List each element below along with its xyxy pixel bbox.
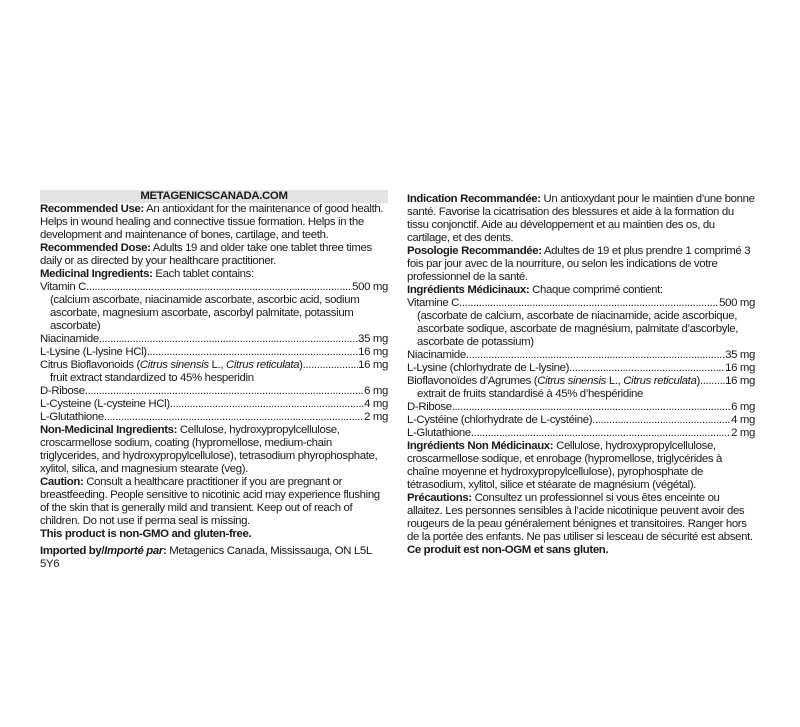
latin-name: Citrus sinensis bbox=[537, 375, 607, 387]
ingredient-amount: 16 mg bbox=[725, 362, 755, 374]
ingredient-name-part: ) bbox=[696, 375, 700, 387]
ingredient-amount: 4 mg bbox=[731, 414, 755, 426]
ingredient-amount: 6 mg bbox=[731, 401, 755, 413]
ingredients-medicinaux-text: Chaque comprimé contient: bbox=[529, 284, 663, 296]
ingredient-name: L-Glutathione bbox=[40, 411, 104, 423]
recommended-use bbox=[40, 203, 388, 242]
recommended-dose bbox=[40, 242, 388, 268]
leader-dots bbox=[85, 385, 364, 398]
ingredient-name: L-Cysteine (L-cysteine HCl) bbox=[40, 398, 170, 410]
leader-dots bbox=[471, 427, 731, 440]
medicinal-ingredients-label: Medicinal Ingredients: bbox=[40, 268, 153, 280]
ingredient-row bbox=[40, 398, 388, 411]
leader-dots bbox=[99, 333, 358, 346]
ingredients-medicinaux-heading bbox=[407, 284, 755, 297]
ingredient-name: Vitamin C bbox=[40, 281, 87, 293]
ingredient-name-part: Citrus Bioflavonoids ( bbox=[40, 359, 140, 371]
medicinal-ingredients-text: Each tablet contains: bbox=[152, 268, 254, 280]
posologie-text: Adultes de 19 et plus prendre 1 comprimé 3 fois par jour avec de la nourriture, ou selon les indications de votre professionnel de la santé. bbox=[407, 245, 751, 283]
leader-dots bbox=[452, 401, 731, 414]
imported-by-label bbox=[40, 545, 166, 557]
ingredient-row bbox=[407, 427, 755, 440]
ingredient-row bbox=[407, 375, 755, 388]
ingredient-amount: 2 mg bbox=[731, 427, 755, 439]
ingredient-name: Niacinamide bbox=[40, 333, 99, 345]
ingredient-name-part: L., bbox=[606, 375, 624, 387]
caution bbox=[40, 476, 388, 528]
ingredient-row bbox=[40, 385, 388, 398]
gmo-statement: This product is non-GMO and gluten-free. bbox=[40, 528, 252, 540]
english-label-column bbox=[40, 190, 388, 571]
indication-text: Un antioxydant pour le maintien d’une bonne santé. Favorise la cicatrisation des blessures et aide à la formation du tissu conjonctif. Aide au développement et au maintien des os, du cartilage, et des dents. bbox=[407, 193, 755, 244]
ingredient-row bbox=[407, 414, 755, 427]
non-medicinaux-text: Cellulose, hydroxypropylcellulose, croscarmellose sodique, et enrobage (hypromellose, triglycérides à chaîne moyenne et hydroxypropylcellulose), pyrophosphate de tétrasodium, xylitol, silice et stéarate de magnésium (végétal). bbox=[407, 440, 722, 491]
ingredient-amount: 35 mg bbox=[725, 349, 755, 361]
ingredient-name-part: ) bbox=[299, 359, 303, 371]
colon: : bbox=[162, 545, 167, 557]
ingredient-row bbox=[407, 362, 755, 375]
leader-dots bbox=[592, 414, 731, 427]
recommended-dose-label: Recommended Dose: bbox=[40, 242, 151, 254]
ingredient-row bbox=[407, 297, 755, 310]
ingredient-row bbox=[40, 411, 388, 424]
ingredient-name-part: Bioflavonoïdes d’Agrumes ( bbox=[407, 375, 538, 387]
imported-by-label-fr: Importé par bbox=[104, 545, 163, 557]
ingredient-name: D-Ribose bbox=[407, 401, 452, 413]
recommended-dose-text: Adults 19 and older take one tablet three times daily or as directed by your healthcare practitioner. bbox=[40, 242, 372, 267]
ingredient-name: L-Glutathione bbox=[407, 427, 471, 439]
indication-label: Indication Recommandée: bbox=[407, 193, 541, 205]
leader-dots bbox=[459, 297, 719, 310]
leader-dots bbox=[303, 359, 358, 372]
ingredient-name bbox=[40, 359, 303, 372]
importer-address: Metagenics Canada, Mississauga, ON L5L 5Y6 bbox=[40, 545, 372, 570]
ingredients-medicinaux-label: Ingrédients Médicinaux: bbox=[407, 284, 530, 296]
recommended-use-text: An antioxidant for the maintenance of good health. Helps in wound healing and connective tissue formation. Helps in the development and maintenance of bones, cartilage, and teeth. bbox=[40, 203, 384, 241]
ogm-statement: Ce produit est non-OGM et sans gluten. bbox=[407, 544, 609, 556]
ingredients-non-medicinaux bbox=[407, 440, 755, 492]
medicinal-ingredients-heading bbox=[40, 268, 388, 281]
leader-dots bbox=[147, 346, 358, 359]
precautions bbox=[407, 492, 755, 544]
leader-dots bbox=[700, 375, 725, 388]
non-medicinaux-label: Ingrédients Non Médicinaux: bbox=[407, 440, 554, 452]
ingredient-name: L-Lysine (L-lysine HCl) bbox=[40, 346, 147, 358]
ingredient-note: extrait de fruits standardisé à 45% d’hespéridine bbox=[417, 388, 643, 400]
ingredient-note: (calcium ascorbate, niacinamide ascorbate, ascorbic acid, sodium ascorbate, magnesium ascorbate, ascorbyl palmitate, potassium ascorbate) bbox=[50, 294, 360, 332]
ingredient-row bbox=[40, 333, 388, 346]
ingredient-name: Niacinamide bbox=[407, 349, 466, 361]
ingredient-amount: 35 mg bbox=[358, 333, 388, 345]
website-banner: METAGENICSCANADA.COM bbox=[40, 190, 388, 203]
ingredient-note: fruit extract standardized to 45% hesperidin bbox=[50, 372, 254, 384]
ingredient-amount: 16 mg bbox=[358, 359, 388, 371]
indication-recommandee bbox=[407, 193, 755, 245]
imported-by bbox=[40, 545, 388, 571]
leader-dots bbox=[86, 281, 352, 294]
ingredient-amount: 2 mg bbox=[364, 411, 388, 423]
ingredient-amount: 6 mg bbox=[364, 385, 388, 397]
caution-label: Caution: bbox=[40, 476, 84, 488]
ingredient-amount: 4 mg bbox=[364, 398, 388, 410]
ingredient-note: (ascorbate de calcium, ascorbate de niacinamide, acide ascorbique, ascorbate sodique, ascorbate de magnésium, palmitate d’ascorbyle, ascorbate de potassium) bbox=[417, 310, 739, 348]
non-medicinal-label: Non-Medicinal Ingredients: bbox=[40, 424, 178, 436]
ingredient-name: D-Ribose bbox=[40, 385, 85, 397]
french-label-column bbox=[407, 193, 755, 557]
non-medicinal-ingredients bbox=[40, 424, 388, 476]
ingredient-row bbox=[407, 349, 755, 362]
ingredient-name-part: L., bbox=[208, 359, 226, 371]
ingredient-amount: 500 mg bbox=[352, 281, 388, 293]
posologie-recommandee bbox=[407, 245, 755, 284]
ingredient-row bbox=[40, 359, 388, 372]
ingredient-amount: 16 mg bbox=[358, 346, 388, 358]
ingredient-row bbox=[40, 346, 388, 359]
ingredient-amount: 16 mg bbox=[725, 375, 755, 387]
ingredient-name: L-Lysine (chlorhydrate de L-lysine) bbox=[407, 362, 570, 374]
ingredient-name: Vitamine C bbox=[407, 297, 460, 309]
ingredient-name: L-Cystéine (chlorhydrate de L-cystéine) bbox=[407, 414, 593, 426]
imported-by-label-en: Imported by/ bbox=[40, 545, 105, 557]
caution-text: Consult a healthcare practitioner if you are pregnant or breastfeeding. People sensitive to nicotinic acid may experience flushing of the skin that is generally mild and transient. Keep out of reach of children. Do not use if perma seal is missing. bbox=[40, 476, 380, 527]
precautions-label: Précautions: bbox=[407, 492, 472, 504]
leader-dots bbox=[170, 398, 364, 411]
leader-dots bbox=[104, 411, 364, 424]
recommended-use-label: Recommended Use: bbox=[40, 203, 144, 215]
latin-name: Citrus reticulata bbox=[225, 359, 300, 371]
precautions-text: Consultez un professionnel si vous êtes enceinte ou allaitez. Les personnes sensibles à l’acide nicotinique peuvent avoir des rougeurs de la peau généralement bénignes et transitoires. Ranger hors de la portée des enfants. Ne pas utiliser si lesceau de sécurité est absent. bbox=[407, 492, 753, 543]
ingredient-name bbox=[407, 375, 700, 388]
ingredient-row bbox=[407, 401, 755, 414]
latin-name: Citrus sinensis bbox=[139, 359, 209, 371]
latin-name: Citrus reticulata bbox=[623, 375, 697, 387]
ingredient-amount: 500 mg bbox=[719, 297, 755, 309]
ingredient-row bbox=[40, 281, 388, 294]
posologie-label: Posologie Recommandée: bbox=[407, 245, 542, 257]
non-medicinal-text: Cellulose, hydroxypropylcellulose, croscarmellose sodium, coating (hypromellose, medium-chain triglycerides, and hydroxypropylcellulose), tetrasodium phyrophosphate, xylitol, silica, and magnesium stearate (veg). bbox=[40, 424, 378, 475]
leader-dots bbox=[466, 349, 725, 362]
leader-dots bbox=[569, 362, 725, 375]
